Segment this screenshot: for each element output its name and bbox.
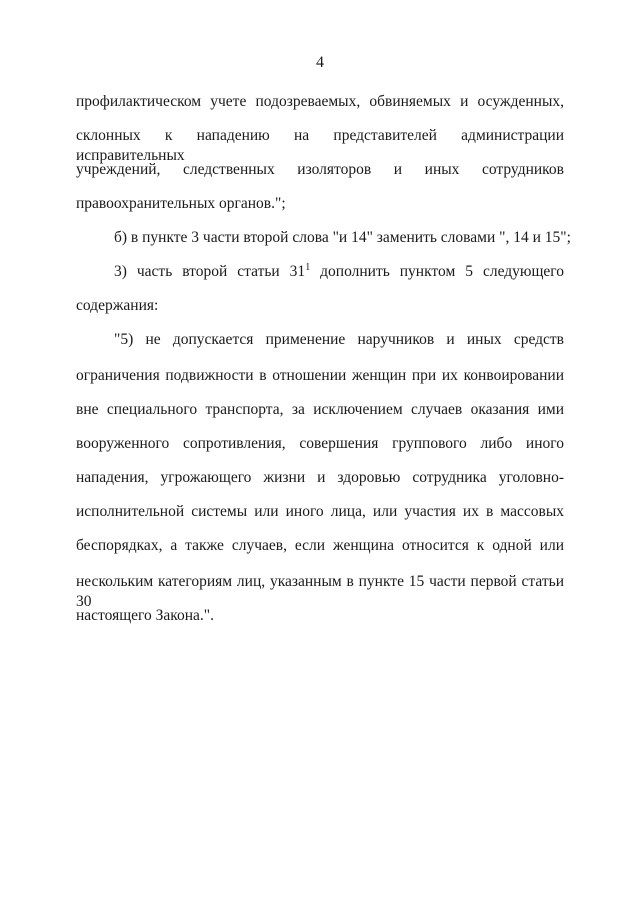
page-number: 4 xyxy=(316,54,324,71)
text-line: беспорядках, а также случаев, если женщина относится к одной или xyxy=(76,537,564,554)
text-line: ограничения подвижности в отношении женщин при их конвоировании xyxy=(76,367,564,384)
superscript: 1 xyxy=(305,262,311,273)
text-line-with-superscript xyxy=(114,262,564,282)
text-line: вне специального транспорта, за исключением случаев оказания ими xyxy=(76,401,564,418)
text-line: вооруженного сопротивления, совершения группового либо иного xyxy=(76,435,564,452)
text-line: содержания: xyxy=(76,297,159,314)
text-segment: 3) часть второй статьи 31 xyxy=(114,263,306,280)
text-line: настоящего Закона.". xyxy=(76,607,215,624)
text-line: профилактическом учете подозреваемых, обвиняемых и осужденных, xyxy=(76,93,564,110)
text-line: правоохранительных органов."; xyxy=(76,195,286,212)
text-segment: дополнить пунктом 5 следующего xyxy=(320,263,564,280)
text-line: "5) не допускается применение наручников и иных средств xyxy=(114,331,564,348)
text-line: б) в пункте 3 части второй слова "и 14" заменить словами ", 14 и 15"; xyxy=(114,229,571,246)
text-line: учреждений, следственных изоляторов и иных сотрудников xyxy=(76,161,564,178)
text-line: нескольким категориям лиц, указанным в пункте 15 части первой статьи 30 xyxy=(76,573,564,610)
text-line: склонных к нападению на представителей администрации исправительных xyxy=(76,127,564,164)
text-line: исполнительной системы или иного лица, или участия их в массовых xyxy=(76,503,564,520)
text-line: нападения, угрожающего жизни и здоровью сотрудника уголовно- xyxy=(76,469,564,486)
